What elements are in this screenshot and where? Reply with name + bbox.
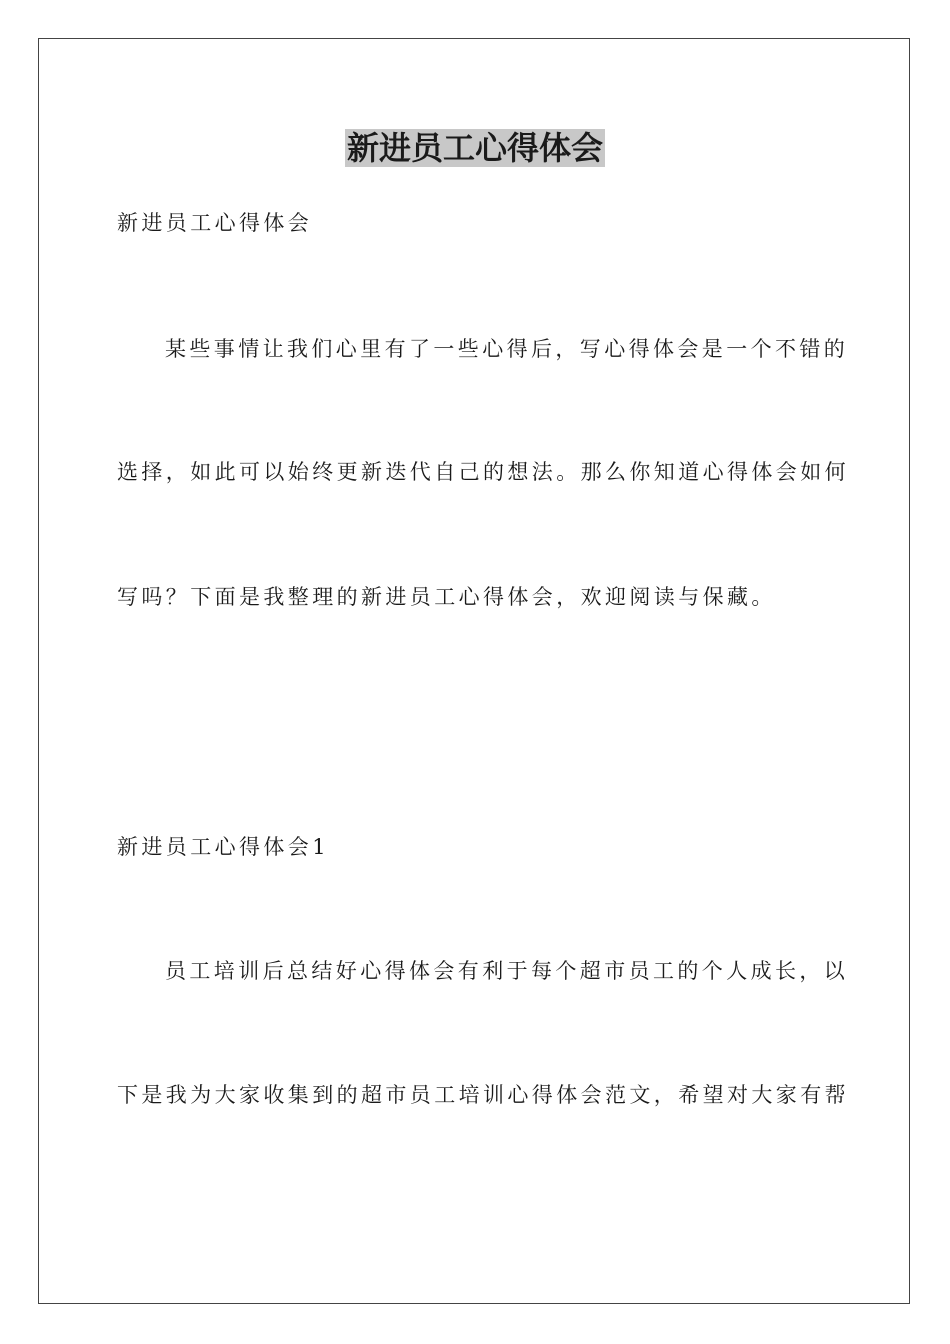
section1-line-2: 下是我为大家收集到的超市员工培训心得体会范文，希望对大家有帮 (117, 1083, 849, 1107)
document-title-text: 新进员工心得体会 (346, 129, 603, 167)
document-title (0, 128, 950, 168)
intro-line-1: 某些事情让我们心里有了一些心得后，写心得体会是一个不错的 (165, 337, 849, 361)
intro-line-2: 选择，如此可以始终更新迭代自己的想法。那么你知道心得体会如何 (117, 460, 849, 484)
intro-line-3: 写吗？下面是我整理的新进员工心得体会，欢迎阅读与保藏。 (117, 585, 776, 609)
section1-heading: 新进员工心得体会1 (117, 835, 329, 859)
section1-line-1: 员工培训后总结好心得体会有利于每个超市员工的个人成长，以 (165, 959, 849, 983)
document-subtitle: 新进员工心得体会 (117, 211, 313, 235)
